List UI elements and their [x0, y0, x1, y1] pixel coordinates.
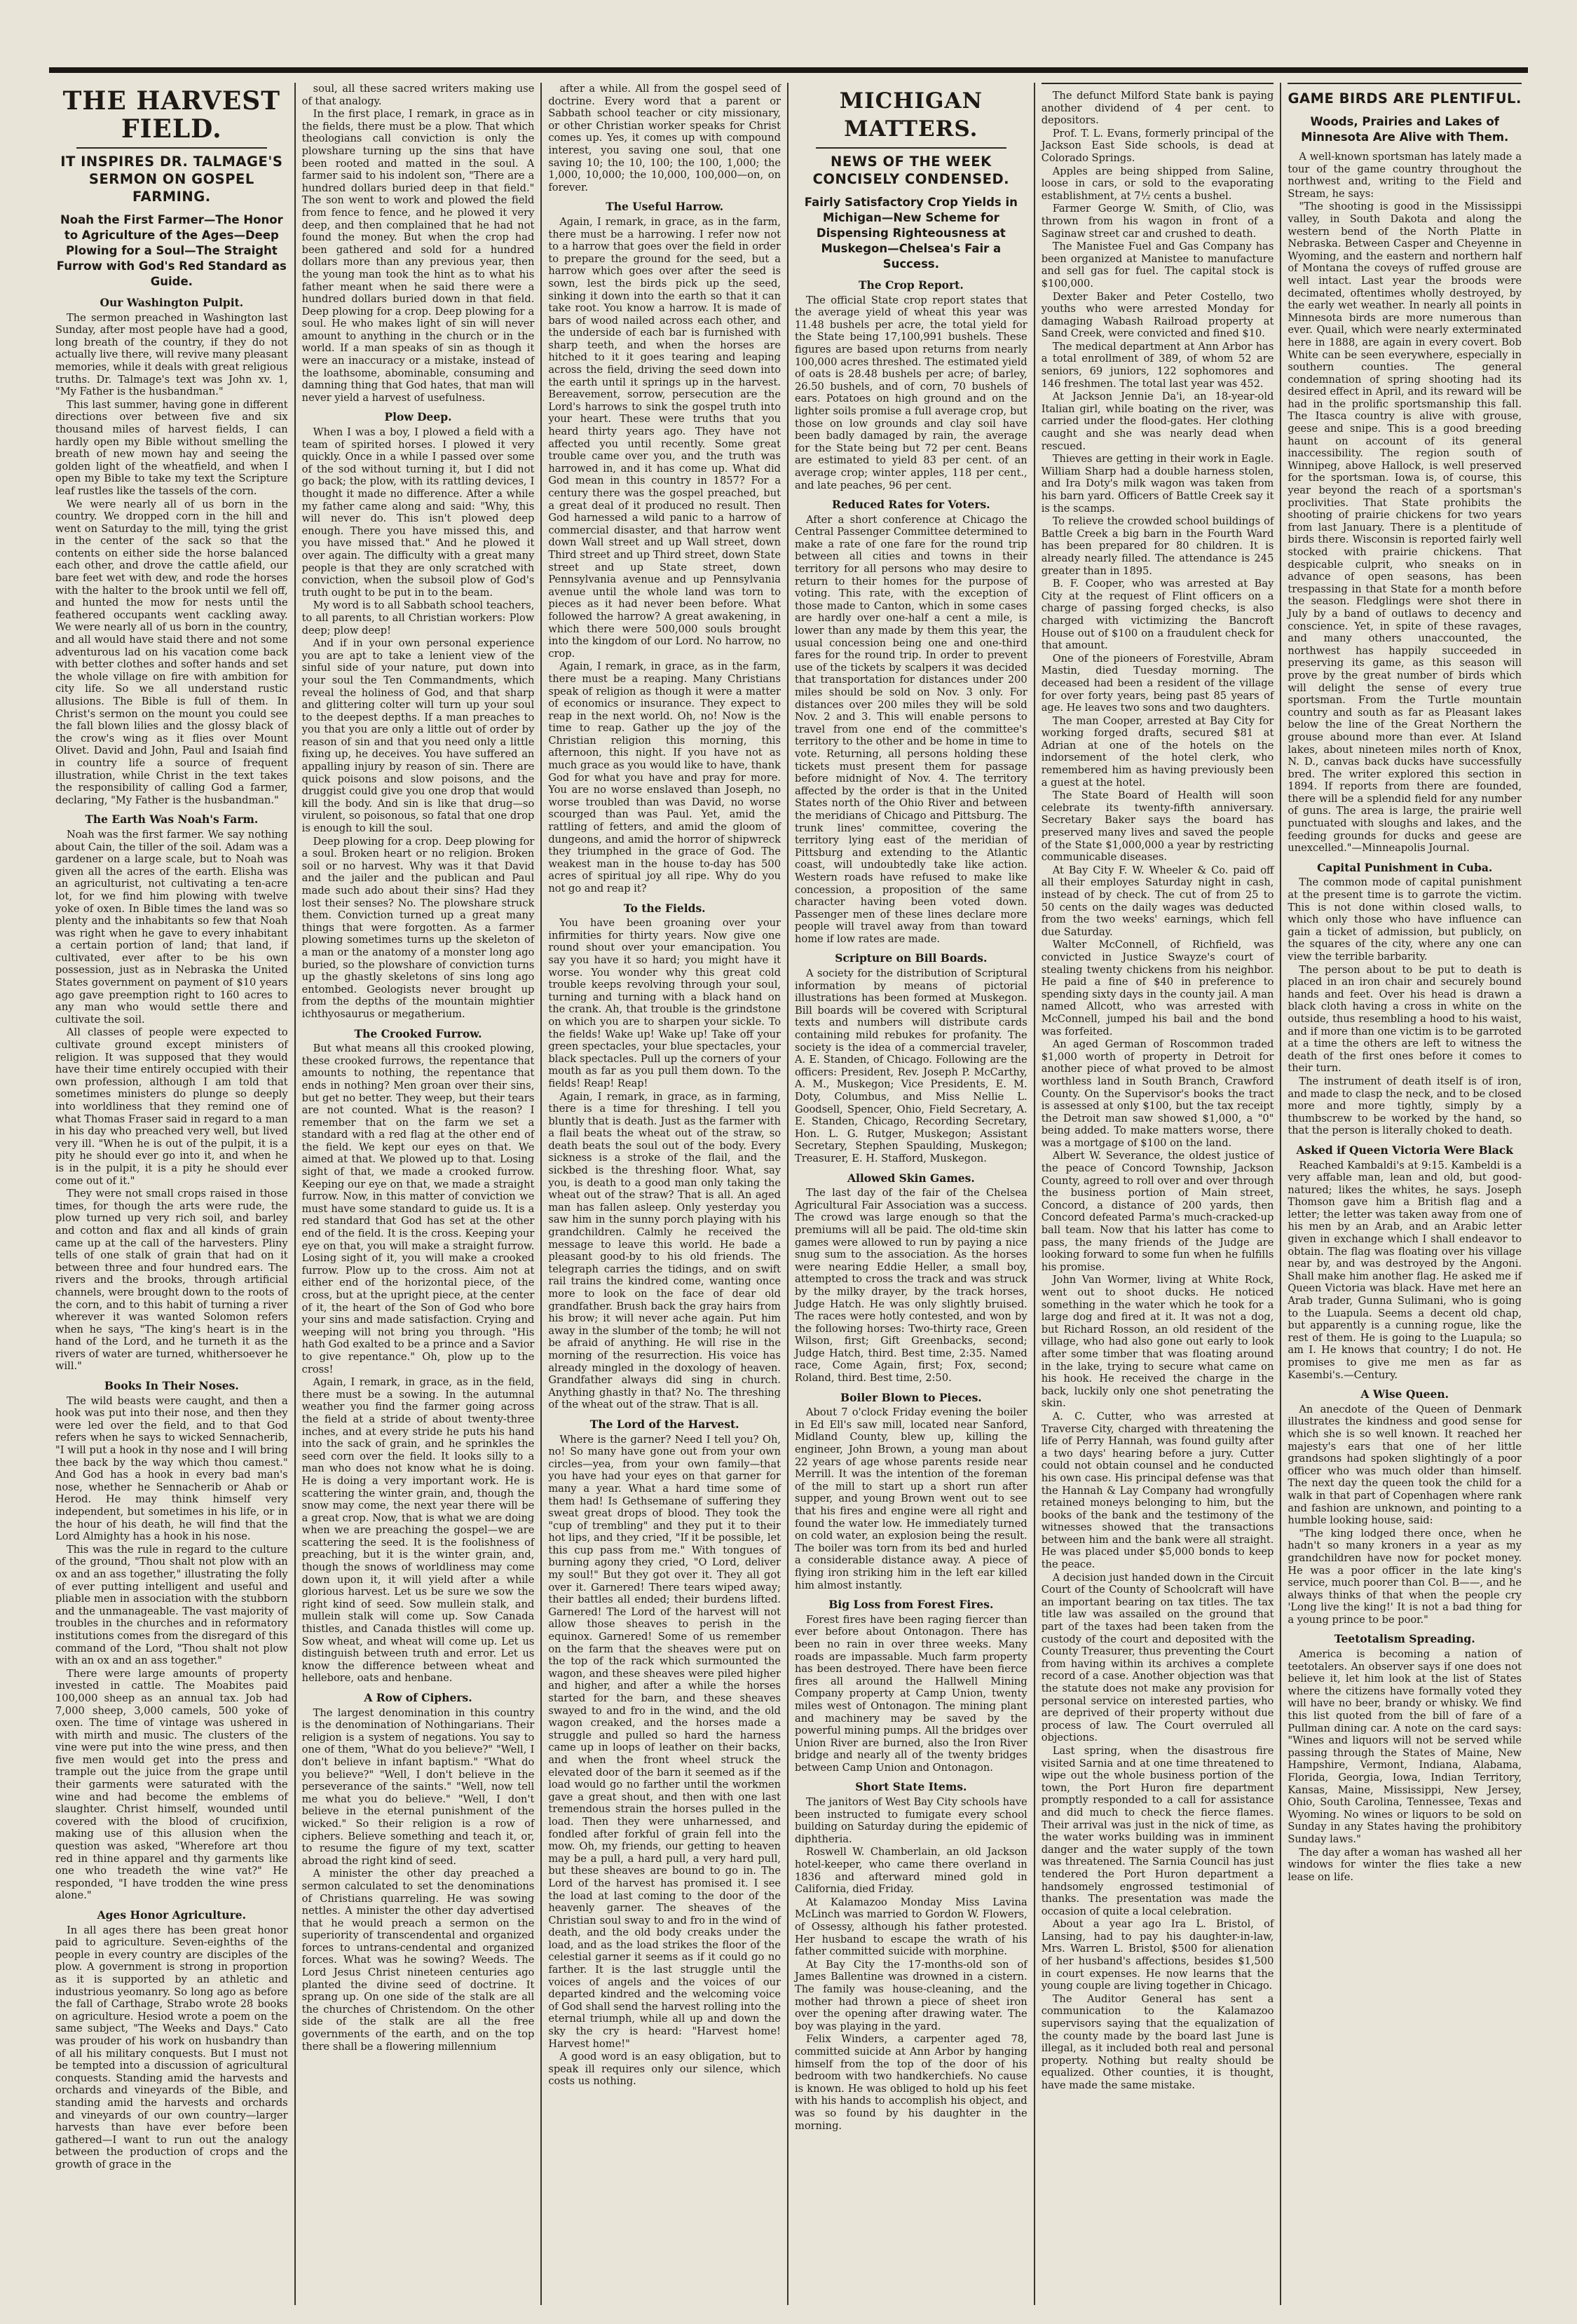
- body-paragraph: An aged German of Roscommon traded $1,000 worth of property in Detroit for another piece of what proved to be almost worthless land in South Branch, Crawford County. On the Supervisor's books the tract is assessed at only $100, but the tax receipt the Detroit man saw showed $1,000, a "0" being added. To make matters worse, there was a mortgage of $100 on the land.: [1041, 1038, 1274, 1149]
- divider-rule: [76, 147, 267, 149]
- body-paragraph: A minister the other day preached a sermon calculated to set the denominations of Christians quarreling. He was sowing nettles. A minister the other day advertised that he would preach a sermon on the superiority of transcendental and organized forces to untrans-cendental and organized forces. What was he sowing? Weeds. The Lord Jesus Christ nineteen centuries ago planted the divine seed of doctrine. It sprang up. On one side of the stalk are all the churches of Christendom. On the other side of the stalk are all the free governments of the earth, and on the top there shall be a flowering millennium: [301, 1868, 535, 2053]
- section-heading: The Crooked Furrow.: [354, 1026, 482, 1040]
- body-paragraph: One of the pioneers of Forestville, Abram Mastin, died Tuesday morning. The deceased had been a resident of the village for over forty years, being past 85 years of age. He leaves two sons and two daughters.: [1041, 652, 1274, 714]
- section-heading: A Row of Ciphers.: [364, 1691, 472, 1704]
- body-paragraph: Again, I remark, in grace, as in the farm, there must be a harrowing. I refer now not to a harrow that goes over the field in order to prepare the ground for the seed, but a harrow which goes over after the seed is sown, lest the birds pick up the seed, sinking it down into the earth so that it can take root. You know a harrow. It is made of bars of wood nailed across each other, and the underside of each bar is furnished with sharp teeth, and when the horses are hitched to it it goes tearing and leaping across the field, driving the seed down into the earth until it springs up in the harvest. Bereavement, sorrow, persecution are the Lord's harrows to sink the gospel truth into your heart. These were truths that you heard thirty years ago. They have not affected you until recently. Some great trouble came over you, and the truth was harrowed in, and it has come up. What did God mean in this country in 1857? For a century there was the gospel preached, but a great deal of it produced no result. Then God harnessed a wild panic to a harrow of commercial disaster, and that harrow went down Wall street and up Wall street, down Third street and up Third street, down State street and up State street, down Pennsylvania avenue and up Pennsylvania avenue until the whole land was torn to pieces as it had never been before. What followed the harrow? A great awakening, in which there were 500,000 souls brought into the kingdom of our Lord. No harrow, no crop.: [548, 215, 781, 660]
- body-paragraph: An anecdote of the Queen of Denmark illustrates the kindness and good sense for which she is so well known. It reached her majesty's ears that one of her little grandsons had spoken slightingly of a poor officer who was much older than himself. The next day the queen took the child for a walk in that part of Copenhagen where rank and fashion are unknown, and pointing to a humble looking house, said:: [1288, 1403, 1522, 1527]
- body-paragraph: A. C. Cutter, who was arrested at Traverse City, charged with threatening the life of Perry Hannah, was found guilty after a two days' hearing before a jury. Cutter could not obtain counsel and he conducted his own case. His principal defense was that the Hannah & Lay Company had wrongfully retained moneys belonging to him, but the books of the bank and the testimony of the witnesses showed that the transactions between him and the bank were all straight. He was placed under $5,000 bonds to keep the peace.: [1041, 1410, 1274, 1571]
- body-paragraph: All classes of people were expected to cultivate ground except ministers of religion. It was supposed that they would have their time entirely occupied with their own profession, although I am told that sometimes ministers do plunge so deeply into worldliness that they remind one of what Thomas Fraser said in regard to a man in his day who preached very well, but lived very ill. "When he is out of the pulpit, it is a pity he should ever go into it, and when he is in the pulpit, it is a pity he should ever come out of it.": [55, 1026, 288, 1187]
- body-paragraph: Apples are being shipped from Saline, loose in cars, or sold to the evaporating establishment, at 7½ cents a bushel.: [1041, 165, 1274, 202]
- body-paragraph: Again, I remark, in grace, as in the field, there must be a sowing. In the autumnal weather you find the farmer going across the field at a stride of about twenty-three inches, and at every stride he puts his hand into the sack of grain, and he sprinkles the seed corn over the field. It looks silly to a man who does not know what he is doing. He is doing a very important work. He is scattering the winter grain, and, though the snow may come, the next year there will be a great crop. Now, that is what we are doing when we are preaching the gospel—we are scattering the seed. It is the foolishness of preaching, but it is the winter grain, and, though the snows of worldliness may come down upon it, it will yield after a while glorious harvest. Let us be sure we sow the right kind of seed. Sow mullein stalk, and mullein stalk will come up. Sow Canada thistles, and Canada thistles will come up. Sow wheat, and wheat will come up. Let us distinguish between truth and error. Let us know the difference between wheat and hellebore, oats and henbane.: [301, 1376, 535, 1685]
- article-subheading: Noah the First Farmer—The Honor to Agriculture of the Ages—Deep Plowing for a Soul—The Straight Furrow with God's Red Standard as Guide.: [56, 213, 287, 288]
- columns-container: [49, 83, 1528, 2305]
- body-paragraph: About a year ago Ira L. Bristol, of Lansing, had to pay his daughter-in-law, Mrs. Warren L. Bristol, $500 for alienation of her husband's affections, besides $1,500 in court expenses. He now learns that the young couple are living together in Chicago.: [1041, 1918, 1274, 1992]
- body-paragraph: The official State crop report states that the average yield of wheat this year was 11.48 bushels per acre, the total yield for the State being 17,100,991 bushels. These figures are based upon returns from nearly 100,000 acres threshed. The estimated yield of oats is 28.48 bushels per acre; of barley, 26.50 bushels, and of corn, 70 bushels of ears. Potatoes on high ground and on the lighter soils promise a full average crop, but those on low grounds and clay soil have been badly damaged by rain, the average for the State being but 72 per cent. Beans are estimated to yield 83 per cent. of an average crop; winter apples, 118 per cent., and late peaches, 96 per cent.: [795, 294, 1028, 491]
- body-paragraph: The person about to be put to death is placed in an iron chair and securely bound hands and feet. Over his head is drawn a black cloth having a cross in white on the outside, thus resembling a hood to his waist, and if more than one victim is to be garroted at a time the others are left to witness the death of the first ones before it comes to their turn.: [1288, 963, 1522, 1075]
- body-paragraph: A well-known sportsman has lately made a tour of the game country throughout the northwest and, writing to the Field and Stream, he says:: [1288, 151, 1522, 200]
- article-headline: MICHIGAN MATTERS.: [839, 88, 983, 142]
- section-heading: Our Washington Pulpit.: [100, 296, 244, 309]
- body-paragraph: The Auditor General has sent a communication to the Kalamazoo supervisors saying that the equalization of the county made by the board last June is illegal, as it included both real and personal property. Nothing but realty should be equalized. Other counties, it is thought, have made the same mistake.: [1041, 1992, 1274, 2091]
- body-paragraph: About 7 o'clock Friday evening the boiler in Ed Ell's saw mill, located near Sanford, Midland County, blew up, killing the engineer, John Brown, a young man about 22 years of age whose parents reside near Merrill. It was the intention of the foreman of the mill to start up a short run after supper, and young Brown went out to see that his fires and engine were all right and found the water low. He immediately turned on cold water, an explosion being the result. The boiler was torn from its bed and hurled a considerable distance away. A piece of flying iron striking him in the left ear killed him almost instantly.: [795, 1406, 1028, 1591]
- body-paragraph: You have been groaning over your infirmities for thirty years. Now give one round shout over your emancipation. You say you have it so hard; you might have it worse. You wonder why this great cold trouble keeps revolving through your soul, turning and turning with a black hand on the crank. Ah, that trouble is the grindstone on which you are to sharpen your sickle. To the fields! Wake up! Wake up! Take off your green spectacles, your blue spectacles, your black spectacles. Pull up the corners of your mouth as far as you pull them down. To the fields! Reap! Reap!: [548, 917, 781, 1089]
- column-3: [542, 83, 788, 2305]
- body-paragraph: A society for the distribution of Scriptural information by means of pictorial illustrations has been formed at Muskegon. Bill boards will be covered with Scriptural texts and numbers will distribute cards containing mild rebukes for profanity. The society is the idea of a commercial traveler, A. E. Standen, of Chicago. Following are the officers: President, Rev. Joseph P. McCarthy, A. M., Muskegon; Vice Presidents, E. M. Doty, Columbus, and Miss Nellie L. Goodsell, Spencer, Ohio, Field Secretary, A. E. Standen, Chicago, Recording Secretary, Hon. L. G. Rutger, Muskegon; Assistant Secretary, Stephen Spaulding, Muskegon; Treasurer, E. H. Stafford, Muskegon.: [795, 967, 1028, 1164]
- body-paragraph: They were not small crops raised in those times, for though the arts were rude, the plow turned up very rich soil, and barley and cotton and flax and all kinds of grain came up at the call of the harvesters. Pliny tells of one stalk of grain that had on it between three and four hundred ears. The rivers and the brooks, through artificial channels, were brought down to the roots of the corn, and to this habit of turning a river wherever it was wanted Solomon refers when he says, "The king's heart is in the hand of the Lord, and he turneth it as the rivers of water are turned, whithersoever he will.": [55, 1188, 288, 1373]
- body-paragraph: The wild beasts were caught, and then a hook was put into their nose, and then they were led over the field, and to that God refers when he says to wicked Sennacherib, "I will put a hook in thy nose and I will bring thee back by the way which thou camest." And God has a hook in every bad man's nose, whether he Sennacherib or Ahab or Herod. He may think himself very independent, but sometimes in his life, or in the hour of his death, he will find that the Lord Almighty has a hook in his nose.: [55, 1394, 288, 1543]
- body-paragraph: America is becoming a nation of teetotalers. An observer says if one does not believe it, let him look at the list of States where the citizens have formally voted they will have no beer, brandy or whisky. We find this list quoted from the bill of fare of a Pullman dining car. A note on the card says: "Wines and liquors will not be served while passing through the States of Maine, New Hampshire, Vermont, Indiana, Alabama, Florida, Georgia, Iowa, Indian Territory, Kansas, Maine, Mississippi, New Jersey, Ohio, South Carolina, Tennessee, Texas and Wyoming. No wines or liquors to be sold on Sunday in any States having the prohibitory Sunday laws.": [1288, 1648, 1522, 1845]
- body-paragraph: The common mode of capital punishment at the present time is to garrote the victim. This is not done within closed walls, to which only those who have influence can gain a ticket of admission, but publicly, on the squares of the city, where any one can view the terrible barbarity.: [1288, 876, 1522, 963]
- body-paragraph: To relieve the crowded school buildings of Battle Creek a big barn in the Fourth Ward has been prepared for 80 children. It is already nearly filled. The attendance is 245 greater than in 1895.: [1041, 515, 1274, 577]
- section-heading: The Lord of the Harvest.: [589, 1417, 739, 1431]
- column-5: [1035, 83, 1282, 2305]
- body-paragraph: And if in your own personal experience you are apt to take a lenient view of the sinful side of your nature, put down into your soul the Ten Commandments, which reveal the holiness of God, and that sharp and glittering colter will turn up your soul to the deepest depths. If a man preaches to you that you are only a little out of order by reason of sin and that you need only a little fixing up, he deceives. You have suffered an appalling injury by reason of sin. There are quick poisons and slow poisons, and the druggist could give you one drop that would kill the body. And sin is like that drug—so virulent, so poisonous, so fatal that one drop is enough to kill the soul.: [301, 637, 535, 835]
- divider-rule: [816, 147, 1006, 149]
- top-rule: [49, 67, 1528, 73]
- column-1: [49, 83, 296, 2305]
- column-2: [296, 83, 542, 2305]
- section-heading: A Wise Queen.: [1360, 1387, 1449, 1401]
- body-paragraph: The State Board of Health will soon celebrate its twenty-fifth anniversary. Secretary Baker says the board has preserved many lives and saved the people of the State $1,000,000 a year by restricting communicable diseases.: [1041, 789, 1274, 864]
- article-headline: THE HARVEST FIELD.: [62, 86, 281, 144]
- divider-rule: [1288, 83, 1522, 84]
- section-heading: Ages Honor Agriculture.: [97, 1908, 247, 1922]
- body-paragraph: Felix Winders, a carpenter aged 78, committed suicide at Ann Arbor by hanging himself from the top of the door of his bedroom with two handkerchiefs. No cause is known. He was obliged to hold up his feet with his hands to accomplish his object, and was so found by his daughter in the morning.: [795, 2033, 1028, 2132]
- section-heading: Scripture on Bill Boards.: [835, 951, 988, 965]
- body-paragraph: The defunct Milford State bank is paying another dividend of 4 per cent. to depositors.: [1041, 90, 1274, 127]
- body-paragraph: Roswell W. Chamberlain, an old Jackson hotel-keeper, who came there overland in 1836 and afterward mined gold in California, died Friday.: [795, 1846, 1028, 1896]
- section-heading: Short State Items.: [855, 1780, 967, 1794]
- body-paragraph: The Manistee Fuel and Gas Company has been organized at Manistee to manufacture and sell gas for fuel. The capital stock is $100,000.: [1041, 240, 1274, 290]
- body-paragraph: Reached Kambaldi's at 9:15. Kambeldi is a very affable man, lean and old, but good-natured; likes the whites, he says. Joseph Thomson gave him a British flag and a letter; the letter was taken away from one of his men by an Arab, and an Arabic letter given in exchange which I shall endeavor to obtain. The flag was floating over his village near by, and was destroyed by the Angoni. Shall make him another flag. He asked me if Queen Victoria was black. Have met here an Arab trader, Gunna Sulimani, who is going to the Luapula. Seems a decent old chap, but apparently is a cunning rogue, like the rest of them. He is going to the Luapula; so am I. He knows that country; I do not. He promises to give me men as far as Kasembi's.—Century.: [1288, 1159, 1522, 1381]
- section-heading: Books In Their Noses.: [104, 1379, 239, 1393]
- body-paragraph: There were large amounts of property invested in cattle. The Moabites paid 100,000 sheep as an annual tax. Job had 7,000 sheep, 3,000 camels, 500 yoke of oxen. The time of vintage was ushered in with mirth and music. The clusters of the vine were put into the wine press, and then five men would get into the press and trample out the juice from the grape until their garments were saturated with the wine and had become the emblems of slaughter. Christ himself, wounded until covered with the blood of crucifixion, making use of this allusion when the question was asked, "Wherefore art thou red in thine apparel and thy garments like one who treadeth the wine vat?" He responded, "I have trodden the wine press alone.": [55, 1667, 288, 1902]
- body-paragraph: Prof. T. L. Evans, formerly principal of the Jackson East Side schools, is dead at Colorado Springs.: [1041, 127, 1274, 164]
- body-paragraph: The janitors of West Bay City schools have been instructed to fumigate every school building on Saturday during the epidemic of diphtheria.: [795, 1796, 1028, 1845]
- section-heading: Reduced Rates for Voters.: [832, 498, 990, 512]
- body-paragraph: Farmer George W. Smith, of Clio, was thrown from his wagon in front of a Saginaw street car and crushed to death.: [1041, 203, 1274, 240]
- article-deck: IT INSPIRES DR. TALMAGE'S SERMON ON GOSPEL FARMING.: [60, 154, 283, 205]
- body-paragraph: Where is the garner? Need I tell you? Oh, no! So many have gone out from your own circles—yea, from your own family—that you have had your eyes on that garner for many a year. What a hard time some of them had! Is Gethsemane of suffering they sweat great drops of blood. They took the "cup of trembling" and they put it to their hot lips, and they cried, "If it be possible, let this cup pass from me." With tongues of burning agony they cried, "O Lord, deliver my soul!" But they got over it. They all got over it. Garnered! There tears wiped away; their battles all ended; their burdens lifted. Garnered! The Lord of the harvest will not allow those sheaves to perish in the equinox. Garnered! Some of us remember on the farm that the sheaves were put on the top of the rack which surmounted the wagon, and these sheaves were piled higher and higher, and after a while the horses started for the barn, and these sheaves swayed to and fro in the wind, and the old wagon creaked, and the horses made a struggle and pulled so hard the harness came up in loops of leather on their backs, and when the front wheel struck the elevated door of the barn it seemed as if the load would go no farther until the workmen gave a great shout, and then with one last tremendous strain the horses pulled in the load. Then they were unharnessed, and fondled after forkful of grain fell into the mow. Oh, my friends, our getting to heaven may be a pull, a hard pull, a very hard pull, but these sheaves are bound to go in. The Lord of the harvest has promised it. I see the load at last coming to the door of the heavenly garner. The sheaves of the Christian soul sway to and fro in the wind of death, and the old body creaks under the load, and as the load strikes the floor of the celestial garner it seems as if it could go no farther. It is the last struggle until the voices of angels and the voices of our departed kindred and the welcoming voice of God shall send the harvest rolling into the eternal triumph, while all up and down the sky the cry is heard: "Harvest home! Harvest home!": [548, 1433, 781, 2050]
- body-paragraph: Noah was the first farmer. We say nothing about Cain, the tiller of the soil. Adam was a gardener on a large scale, but to Noah was given all the acres of the earth. Elisha was an agriculturist, not cultivating a ten-acre lot, for we find him plowing with twelve yoke of oxen. In Bible times the land was so plenty and the inhabitants so few that Noah was right when he gave to every inhabitant a certain portion of land; that land, if cultivated, ever after to be his own possession, just as in Nebraska the United States government on payment of $10 years ago gave preemption right to 160 acres to any man who would settle there and cultivate the soil.: [55, 828, 288, 1026]
- body-paragraph: A good word is an easy obligation, but to speak ill requires only our silence, which costs us nothing.: [548, 2051, 781, 2088]
- body-paragraph: Albert W. Severance, the oldest justice of the peace of Concord Township, Jackson County, agreed to roll over and over through the business portion of Main street, Concord, a distance of 200 yards, then Concord defeated Parma's much-cracked-up ball team. Now that his latter has come to pass, the many friends of the Judge are looking forward to some fun when he fulfills his promise.: [1041, 1150, 1274, 1273]
- section-heading: Big Loss from Forest Fires.: [828, 1598, 994, 1612]
- body-paragraph: At Bay City F. W. Wheeler & Co. paid off all their employes Saturday night in cash, instead of by check. The cut of from 25 to 50 cents on the daily wages was deducted from the two weeks' earnings, which fell due Saturday.: [1041, 864, 1274, 938]
- body-paragraph: At Kalamazoo Monday Miss Lavina McLinch was married to Gordon W. Flowers, of Ossessy, although his father protested. Her husband to escape the wrath of his father committed suicide with morphine.: [795, 1896, 1028, 1958]
- body-paragraph: In all ages there has been great honor paid to agriculture. Seven-eighths of the people in every country are disciples of the plow. A government is strong in proportion as it is supported by an athletic and industrious yeomanry. So long ago as before the fall of Carthage, Strabo wrote 28 books on agriculture. Hesiod wrote a poem on the same subject, "The Weeks and Days." Cato was prouder of his work on husbandry than of all his military conquests. But I must not be tempted into a discussion of agricultural conquests. Standing amid the harvests and orchards and vineyards of the Bible, and standing amid the harvests and orchards and vineyards of our own country—larger harvests than have ever before been gathered—I want to run out the analogy between the production of crops and the growth of grace in the: [55, 1924, 288, 2170]
- section-heading: Capital Punishment in Cuba.: [1317, 860, 1493, 874]
- article-deck: GAME BIRDS ARE PLENTIFUL.: [1288, 90, 1522, 107]
- body-paragraph: In the first place, I remark, in grace as in the fields, there must be a plow. That which theologians call conviction is only the plowshare turning up the sins that have been rooted and matted in the soul. A farmer said to his indolent son, "There are a hundred dollars buried deep in that field." The son went to work and plowed the field from fence to fence, and he plowed it very deep, and then complained that he had not found the money. But when the crop had been gathered and sold for a hundred dollars more than any previous year, then the young man took the hint as to what his father meant when he said there were a hundred dollars buried down in that field. Deep plowing for a crop. Deep plowing for a soul. He who makes light of sin will never amount to anything in the church or in the world. If a man speaks of sin as though it were an inaccuracy or a mistake, instead of the loathsome, abominable, consuming and damning thing that God hates, that man will never yield a harvest of usefulness.: [301, 108, 535, 404]
- section-heading: The Useful Harrow.: [606, 200, 724, 214]
- column-4: [788, 83, 1035, 2305]
- body-paragraph: My word is to all Sabbath school teachers, to all parents, to all Christian workers: Plow deep; plow deep!: [301, 599, 535, 637]
- article-deck: NEWS OF THE WEEK CONCISELY CONDENSED.: [812, 154, 1010, 187]
- section-heading: To the Fields.: [623, 901, 706, 915]
- divider-rule: [1042, 83, 1274, 84]
- body-paragraph: B. F. Cooper, who was arrested at Bay City at the request of Flint officers on a charge of passing forged checks, is also charged with victimizing the Bancroft House out of $100 on a fraudulent check for that amount.: [1041, 578, 1274, 652]
- body-paragraph: The largest denomination in this country is the denomination of Nothingarians. Their religion is a system of negations. You say to one of them, "What do you believe?" "Well, I don't believe in infant baptism." "What do you believe?" "Well, I don't believe in the perseverance of the saints." "Well, now tell me what you do believe." "Well, I don't believe in the eternal punishment of the wicked." So their religion is a row of ciphers. Believe something and teach it, or, to resume the figure of my text, scatter abroad the right kind of seed.: [301, 1706, 535, 1867]
- body-paragraph: The sermon preached in Washington last Sunday, after most people have had a good, long breath of the country, if they do not actually live there, will revive many pleasant memories, while it deals with great religious truths. Dr. Talmage's text was John xv. 1, "My Father is the husbandman.": [55, 311, 288, 398]
- body-paragraph: after a while. All from the gospel seed of doctrine. Every word that a parent or Sabbath school teacher or city missionary, or other Christian worker speaks for Christ comes up. Yes, it comes up with compound interest, you saving one soul, that one saving 10; the 10, 100; the 100, 1,000; the 1,000, 10,000; the 10,000, 100,000—on, on forever.: [548, 83, 781, 193]
- body-paragraph: After a short conference at Chicago the Central Passenger Committee determined to make a rate of one fare for the round trip between all cities and towns in their territory for all persons who may desire to return to their homes for the purpose of voting. This rate, with the exception of those made to Canton, which in some cases are hardly over one-half a cent a mile, is lower than any made by them this year, the usual concession being one and one-third fares for the round trip. In order to prevent use of the tickets by scalpers it was decided that transportation for distances under 200 miles should be sold on Nov. 3 only. For distances over 200 miles they will be sold Nov. 2 and 3. This will enable persons to travel from one end of the committee's territory to the other and be home in time to vote. Returning, all persons holding these tickets must present them for passage before midnight of Nov. 4. The territory affected by the order is that in the United States north of the Ohio River and between the meridians of Chicago and Pittsburg. The trunk lines' committee, covering the territory lying east of the meridian of Pittsburg and extending to the Atlantic coast, will undoubtedly take like action. Western roads have refused to make like concession, a proposition of the same character having been voted down. Passenger men of these lines declare more people will travel away from than toward home if low rates are made.: [795, 513, 1028, 945]
- body-paragraph: When I was a boy, I plowed a field with a team of spirited horses. I plowed it very quickly. Once in a while I passed over some of the sod without turning it, but I did not go back; the plow, with its rattling devices, I thought it made no difference. After a while my father came along and said: "Why, this will never do. This isn't plowed deep enough. There you have missed this, and you have missed that." And he plowed it over again. The difficulty with a great many people is that they are only scratched with conviction, when the subsoil plow of God's truth ought to be put in to the beam.: [301, 426, 535, 599]
- body-paragraph: Again, I remark, in grace, as in farming, there is a time for threshing. I tell you bluntly that is death. Just as the farmer with a flail beats the wheat out of the straw, so death beats the soul out of the body. Every sickness is a stroke of the flail, and the sickbed is the threshing floor. What, say you, is death to a good man only taking the wheat out of the straw? That is all. An aged man has fallen asleep. Only yesterday you saw him in the sunny porch playing with his grandchildren. Calmly he received the message to leave this world. He bade a pleasant good-by to his old friends. The telegraph carries the tidings, and on swift rail trains the kindred come, wanting once more to look on the face of dear old grandfather. Brush back the gray hairs from his brow; it will never ache again. Put him away in the slumber of the tomb; he will not be afraid of anything. He will rise in the morning of the resurrection. His voice has already mingled in the doxology of heaven. Grandfather always did sing in church. Anything ghastly in that? No. The threshing of the wheat out of the straw. That is all.: [548, 1090, 781, 1411]
- body-paragraph: "The king lodged there once, when he hadn't so many kroners in a year as my grandchildren have now for pocket money. He was a poor officer in the late king's service, much poorer than Col. B——, and he always thinks of that when the people cry 'Long live the king!' It is not a bad thing for a young prince to be poor.": [1288, 1527, 1522, 1626]
- body-paragraph: Deep plowing for a crop. Deep plowing for a soul. Broken heart or no religion. Broken soil or no harvest. Why was it that David and the jailer and the publican and Paul made such ado about their sins? Had they lost their senses? No. The plowshare struck them. Conviction turned up a great many things that were forgotten. As a farmer plowing sometimes turns up the skeleton of a man or the anatomy of a monster long ago buried, so the plowshare of conviction turns up the ghastly skeletons of sins long ago entombed. Geologists never brought up from the depths of the mountain mightier ichthyosaurus or megatherium.: [301, 835, 535, 1020]
- body-paragraph: The day after a woman has washed all her windows for winter the flies take a new lease on life.: [1288, 1846, 1522, 1883]
- body-paragraph: The medical department at Ann Arbor has a total enrollment of 389, of whom 52 are seniors, 69 juniors, 122 sophomores and 146 freshmen. The total last year was 452.: [1041, 340, 1274, 390]
- body-paragraph: Again, I remark, in grace, as in the farm, there must be a reaping. Many Christians speak of religion as though it were a matter of economics or insurance. They expect to reap in the next world. Oh, no! Now is the time to reap. Gather up the joy of the Christian religion this morning, this afternoon, this night. If you have not as much grace as you would like to have, thank God for what you have and pray for more. You are no worse enslaved than Joseph, no worse troubled than was David, no worse scourged than was Paul. Yet, amid the rattling of fetters, and amid the gloom of dungeons, and amid the horror of shipwreck they triumphed in the grace of God. The weakest man in the house to-day has 500 acres of spiritual joy all ripe. Why do you not go and reap it?: [548, 660, 781, 895]
- body-paragraph: A decision just handed down in the Circuit Court of the County of Schoolcraft will have an important bearing on tax titles. The tax title law was assailed on the ground that part of the taxes had been taken from the custody of the court and deposited with the County Treasurer, thus preventing the Court from having within its archives a complete record of a case. Another objection was that the statute does not make any provision for personal service on interested parties, who are deprived of their property without due process of law. The Court overruled all objections.: [1041, 1571, 1274, 1744]
- body-paragraph: This last summer, having gone in different directions over between five and six thousand miles of harvest fields, I can hardly open my Bible without smelling the breath of new mown hay and seeing the golden light of the wheatfield, and when I open my Bible to take my text the Scripture leaf rustles like the tassels of the corn.: [55, 398, 288, 497]
- section-heading: Allowed Skin Games.: [847, 1171, 975, 1185]
- body-paragraph: At Jackson Jennie Da'i, an 18-year-old Italian girl, while boating on the river, was carried under the flood-gates. Her clothing caught and she was nearly dead when rescued.: [1041, 390, 1274, 452]
- body-paragraph: Walter McConnell, of Richfield, was convicted in Justice Swayze's court of stealing twenty chickens from his neighbor. He paid a fine of $40 in preference to spending sixty days in the county jail. A man named Allcott, who was arrested with McConnell, jumped his bail and the bond was forfeited.: [1041, 939, 1274, 1038]
- body-paragraph: The last day of the fair of the Chelsea Agricultural Fair Association was a success. The crowd was large enough so that the premiums will all be paid. The old-time skin games were allowed to run by paying a nice snug sum to the association. As the horses were nearing Eddie Heller, a small boy, attempted to cross the track and was struck by the milky drayer, by the track horses, Judge Hatch. He was only slightly bruised. The races were hotly contested, and won by the following horses: Two-thirty race, Green Wilson, first; Gift Greenbacks, second; Judge Hatch, third. Best time, 2:35. Named race, Come Again, first; Fox, second; Roland, third. Best time, 2:50.: [795, 1187, 1028, 1385]
- section-heading: Plow Deep.: [384, 410, 452, 424]
- body-paragraph: Dexter Baker and Peter Costello, two youths who were arrested Monday for damaging Wabash Railroad property at Sand Creek, were convicted and fined $10.: [1041, 290, 1274, 340]
- body-paragraph: The instrument of death itself is of iron, and made to clasp the neck, and to be closed more and more tightly, simply by a thumbscrew to be worked by the hand, so that the person is literally choked to death.: [1288, 1075, 1522, 1137]
- body-paragraph: This was the rule in regard to the culture of the ground, "Thou shalt not plow with an ox and an ass together," illustrating the folly of ever putting intelligent and useful and pliable men in association with the stubborn and the unmanageable. The vast majority of troubles in the churches and in reformatory institutions comes from the disregard of this command of the Lord, "Thou shalt not plow with an ox and an ass together.": [55, 1543, 288, 1667]
- body-paragraph: We were nearly all of us born in the country. We dropped corn in the hill and went on Saturday to the mill, tying the grist in the center of the sack so that the contents on either side the horse balanced each other, and drove the cattle afield, our bare feet wet with dew, and rode the horses with the halter to the brook until we fell off, and hunted the mow for nests until the feathered occupants went cackling away. We were nearly all of us born in the country, and all would have staid there and not some adventurous lad on his vacation come back with better clothes and softer hands and set the whole village on fire with ambition for city life. So we all understand rustic allusions. The Bible is full of them. In Christ's sermon on the mount you could see the fall blown lilies and the glossy black of the crow's wing as it flies over Mount Olivet. David and John, Paul and Isaiah find in country life a source of frequent illustration, while Christ in the text takes the responsibility of calling God a farmer, declaring, "My Father is the husbandman.": [55, 498, 288, 806]
- body-paragraph: Last spring, when the disastrous fire visited Sarnia and at one time threatened to wipe out the whole business portion of the town, the Port Huron fire department promptly responded to a call for assistance and did much to check the fierce flames. Their arrival was just in the nick of time, as the water works building was in imminent danger and the water supply of the town was threatened. The Sarnia Council has just tendered the Port Huron department a handsomely engrossed testimonial of thanks. The presentation was made the occasion of quite a local celebration.: [1041, 1744, 1274, 1917]
- body-paragraph: Forest fires have been raging fiercer than ever before about Ontonagon. There has been no rain in over three weeks. Many roads are impassable. Much farm property has been destroyed. There have been fierce fires all around the Hallwell Mining Company property at Camp Union, twenty miles west of Ontonagon. The mining plant and machinery may be saved by the powerful mining pumps. All the bridges over Union River are burned, also the Iron River bridge and nearly all of the twenty bridges between Camp Union and Ontonagon.: [795, 1613, 1028, 1774]
- body-paragraph: Thieves are getting in their work in Eagle. William Sharp had a double harness stolen, and Ira Doty's milk wagon was taken from his barn yard. Officers of Battle Creek say it is the scamps.: [1041, 453, 1274, 515]
- body-paragraph: John Van Wormer, living at White Rock, went out to shoot ducks. He noticed something in the water which he took for a large dog and fired at it. It was not a dog, but Richard Rosson, an old resident of the village, who had also gone out early to look after some timber that was floating around in the lake, trying to secure what came on his hook. He received the charge in the back, luckily only one shot penetrating the skin.: [1041, 1274, 1274, 1410]
- article-subheading: Fairly Satisfactory Crop Yields in Michigan—New Scheme for Dispensing Righteousness at Muskegon—Chelsea's Fair a Success.: [804, 196, 1018, 271]
- section-heading: Boiler Blown to Pieces.: [840, 1390, 982, 1404]
- body-paragraph: But what means all this crooked plowing, these crooked furrows, the repentance that amounts to nothing, the repentance that ends in nothing? Men groan over their sins, but get no better. They weep, but their tears are not counted. What is the reason? I remember that on the farm we set a standard with a red flag at the other end of the field. We kept our eyes on that. We aimed at that. We plowed up to that. Losing sight of that, we made a crooked furrow. Keeping our eye on that, we made a straight furrow. Now, in this matter of conviction we must have some standard to guide us. It is a red standard that God has set at the other end of the field. It is the cross. Keeping your eye on that, you will make a straight furrow. Losing sight of it, you will make a crooked furrow. Plow up to the cross. Aim not at either end of the horizontal piece, of the cross, but at the upright piece, at the center of it, the heart of the Son of God who bore your sins and made satisfaction. Crying and weeping will not bring you through. "His hath God exalted to be a prince and a Savior to give repentance." Oh, plow up to the cross!: [301, 1042, 535, 1375]
- section-heading: The Earth Was Noah's Farm.: [85, 813, 259, 827]
- article-subheading: Woods, Prairies and Lakes of Minnesota Are Alive with Them.: [1301, 115, 1509, 144]
- body-paragraph: The man Cooper, arrested at Bay City for working forged drafts, secured $81 at Adrian at one of the hotels on the indorsement of the hotel clerk, who remembered him as having previously been a guest at the hotel.: [1041, 714, 1274, 789]
- column-6: [1281, 83, 1528, 2305]
- section-heading: Asked if Queen Victoria Were Black: [1296, 1143, 1513, 1157]
- body-paragraph: soul, all these sacred writers making use of that analogy.: [301, 83, 535, 107]
- body-paragraph: "The shooting is good in the Mississippi valley, in South Dakota and along the western bend of the North Platte in Nebraska. Between Casper and Cheyenne in Wyoming, and the eastern and northern half of Montana the coveys of ruffed grouse are well intact. Last year the broods were decimated, oftentimes wholly destroyed, by the early wet weather. In nearly all points in Minnesota birds are more numerous than ever. Quail, which were nearly exterminated here in 1888, are again in every covert. Bob White can be seen everywhere, especially in southern counties. The general condemnation of spring shooting had its desired effect in April, and its reward will be had in the prolific sportsmanship this fall. The Itasca country is alive with grouse, geese and snipe. This is a good breeding haunt on account of its general inaccessibility. The region south of Winnipeg, above Hallock, is well preserved for the sportsman. Iowa is, of course, this year beyond the reach of a sportsman's proclivities. That State prohibits the shooting of prairie chickens for two years from last January. There is a plentitude of birds there. Wisconsin is reported fairly well stocked with prairie chickens. That despicable culprit, who sneaks on in advance of open seasons, has been trespassing in that State for a month before the season. Fledglings were shot there in July by a band of outlaws to decency and conscience. Yet, in spite of these ravages, and many others unaccounted, the northwest has happily succeeded in preserving its game, as this season will prove by the great number of birds which will delight the sense of every true sportsman. From the Turtle mountain country and south as far as Pleasant lakes below the line of the Great Northern the grouse abound more than ever. At Island lakes, about nineteen miles north of Knox, N. D., canvas back ducks have successfully bred. The writer explored this section in 1894. If reports from there are founded, there will be a splendid field for any number of guns. The area is large, the prairie well punctuated with sloughs and lakes, and the feeding grounds for ducks and geese are unexcelled."—Minneapolis Journal.: [1288, 201, 1522, 855]
- section-heading: Teetotalism Spreading.: [1334, 1632, 1475, 1646]
- body-paragraph: At Bay City the 17-months-old son of James Ballentine was drowned in a cistern. The family was house-cleaning, and the mother had thrown a piece of sheet iron over the opening after drawing water. The boy was playing in the yard.: [795, 1958, 1028, 2032]
- section-heading: The Crop Report.: [858, 278, 964, 292]
